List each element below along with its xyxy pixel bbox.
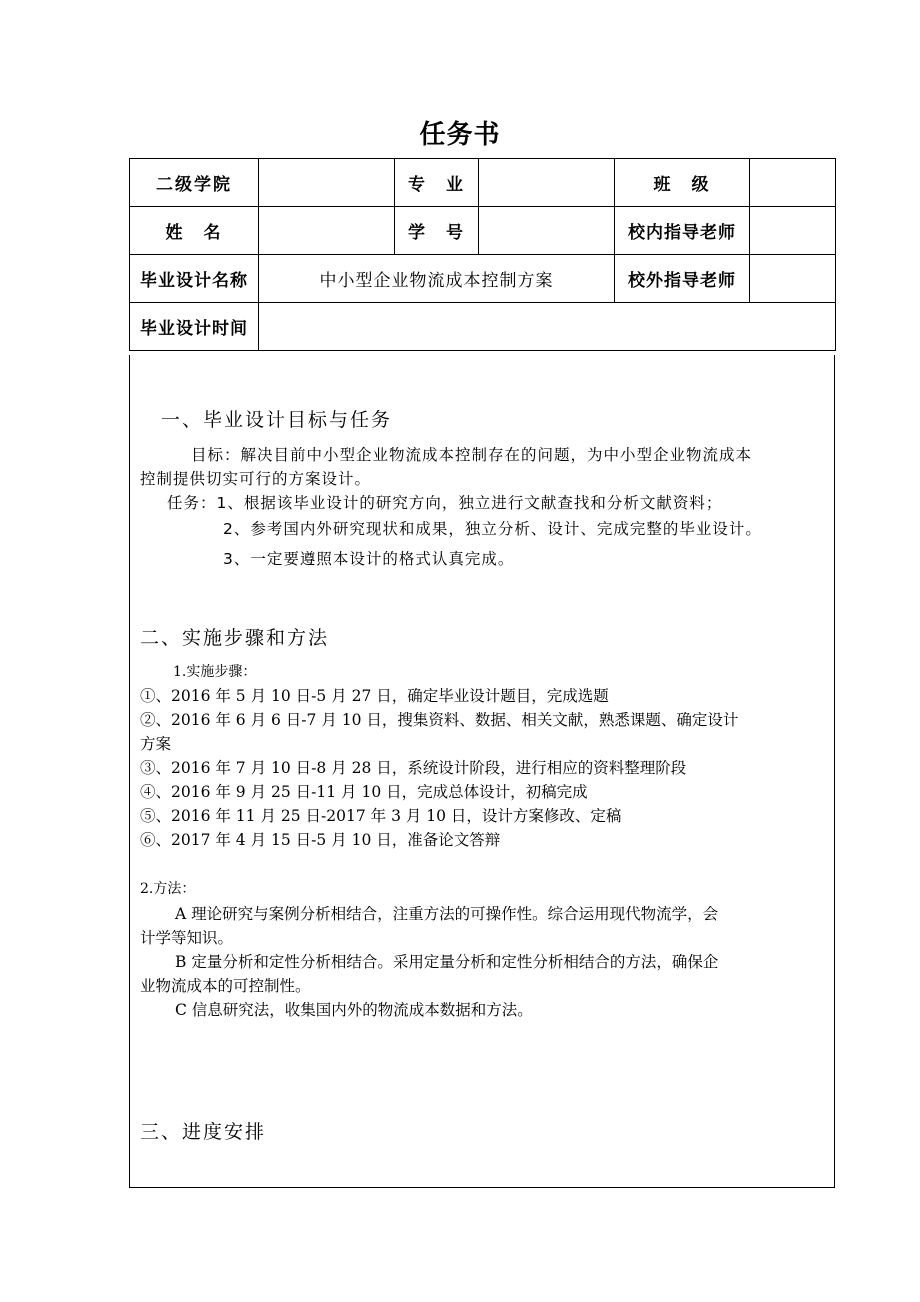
step-2-line2: 方案 (140, 735, 172, 753)
name-label: 姓 名 (130, 207, 259, 255)
step-4: ④、2016 年 9 月 25 日-11 月 10 日，完成总体设计，初稿完成 (140, 783, 588, 801)
table-row (130, 255, 836, 303)
inner-advisor-value (750, 207, 836, 255)
info-table (129, 158, 836, 351)
method-a-line1: A 理论研究与案例分析相结合，注重方法的可操作性。综合运用现代物流学，会 (175, 905, 719, 923)
method-c: C 信息研究法，收集国内外的物流成本数据和方法。 (175, 1001, 533, 1019)
class-value (750, 159, 836, 207)
section2-heading: 二、实施步骤和方法 (140, 627, 330, 649)
step-2-line1: ②、2016 年 6 月 6 日-7 月 10 日，搜集资料、数据、相关文献，熟悉课题、确定设计 (140, 711, 739, 729)
task-item-1: 任务：1、根据该毕业设计的研究方向，独立进行文献查找和分析文献资料； (167, 494, 723, 512)
design-time-value (259, 303, 836, 351)
table-row (130, 159, 836, 207)
college-label: 二级学院 (130, 159, 259, 207)
design-time-label: 毕业设计时间 (130, 303, 259, 351)
method-b-line1: B 定量分析和定性分析相结合。采用定量分析和定性分析相结合的方法，确保企 (175, 953, 719, 971)
section1-heading: 一、毕业设计目标与任务 (161, 409, 393, 431)
name-value (259, 207, 395, 255)
major-value (479, 159, 615, 207)
method-b-line2: 业物流成本的可控制性。 (140, 977, 311, 995)
task-item-2: 2、参考国内外研究现状和成果，独立分析、设计、完成完整的毕业设计。 (223, 520, 762, 538)
page-title: 任务书 (419, 120, 501, 150)
outer-advisor-value (750, 255, 836, 303)
method-a-line2: 计学等知识。 (140, 929, 234, 947)
outer-advisor-label: 校外指导老师 (615, 255, 750, 303)
table-row (130, 207, 836, 255)
section3-heading: 三、进度安排 (140, 1121, 267, 1143)
step-3: ③、2016 年 7 月 10 日-8 月 28 日，系统设计阶段，进行相应的资料整理阶段 (140, 759, 687, 777)
major-label: 专 业 (395, 159, 479, 207)
step-6: ⑥、2017 年 4 月 15 日-5 月 10 日，准备论文答辩 (140, 831, 501, 849)
student-id-label: 学 号 (395, 207, 479, 255)
table-row (130, 303, 836, 351)
goal-line1: 目标：解决目前中小型企业物流成本控制存在的问题，为中小型企业物流成本 (191, 446, 753, 464)
college-value (259, 159, 395, 207)
step-1: ①、2016 年 5 月 10 日-5 月 27 日，确定毕业设计题目，完成选题 (140, 687, 609, 705)
step-5: ⑤、2016 年 11 月 25 日-2017 年 3 月 10 日，设计方案修改、定稿 (140, 807, 622, 825)
methods-label: 2.方法： (140, 881, 196, 897)
design-name-label: 毕业设计名称 (130, 255, 259, 303)
task-item-3: 3、一定要遵照本设计的格式认真完成。 (223, 550, 515, 568)
content-box (129, 355, 835, 1188)
goal-line2: 控制提供切实可行的方案设计。 (140, 470, 372, 488)
inner-advisor-label: 校内指导老师 (615, 207, 750, 255)
student-id-value (479, 207, 615, 255)
design-name-value: 中小型企业物流成本控制方案 (259, 255, 615, 303)
steps-label: 1.实施步骤： (173, 664, 257, 680)
class-label: 班 级 (615, 159, 750, 207)
